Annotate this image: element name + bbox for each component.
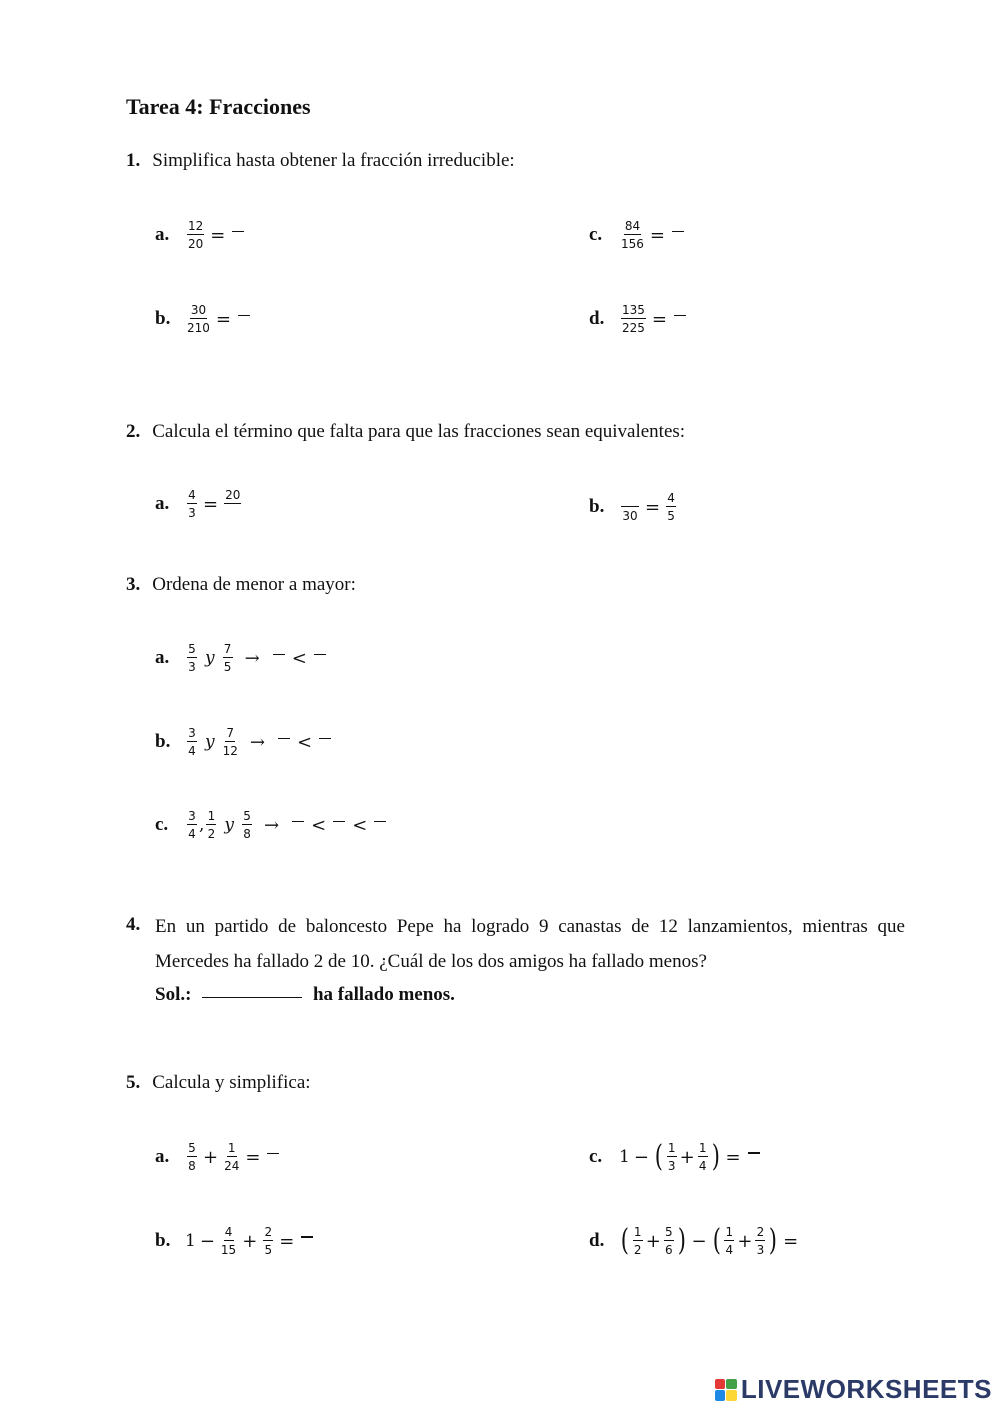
answer-blank[interactable]: [319, 738, 331, 739]
denominator: 30: [622, 509, 638, 523]
liveworksheets-icon: [715, 1379, 737, 1401]
denominator: 4: [725, 1243, 734, 1257]
item-label: b.: [155, 1230, 171, 1251]
item-label: b.: [589, 496, 605, 517]
answer-blank[interactable]: [238, 315, 250, 316]
fraction: [621, 220, 644, 250]
item-label: a.: [155, 1146, 170, 1167]
integer: 1: [619, 1147, 630, 1167]
q1-item-b: [155, 304, 253, 334]
numerator: 1: [698, 1141, 707, 1155]
open-paren: (: [712, 1223, 721, 1258]
open-paren: (: [654, 1139, 663, 1174]
numerator: 4: [224, 1225, 233, 1239]
expression: [185, 810, 389, 840]
denominator: 4: [188, 827, 196, 841]
q3-item-c: [155, 810, 389, 840]
numerator: 20: [225, 488, 241, 502]
numerator-blank[interactable]: [621, 492, 639, 507]
expression: [619, 304, 689, 334]
numerator: 5: [188, 1141, 196, 1155]
open-paren: (: [620, 1223, 629, 1258]
denominator: 225: [622, 321, 645, 335]
equals-sign: =: [725, 1146, 741, 1168]
item-label: d.: [589, 1230, 605, 1251]
numerator: 7: [226, 726, 235, 740]
question-3: [126, 574, 356, 596]
question-number: 4.: [126, 914, 141, 935]
denominator: 5: [667, 509, 675, 523]
item-label: b.: [155, 731, 171, 752]
numerator: 12: [188, 219, 204, 233]
expression: [185, 643, 329, 673]
fraction: [223, 643, 233, 673]
expression: [185, 727, 334, 757]
fraction: [187, 643, 197, 673]
q3-item-b: [155, 727, 334, 757]
question-text: Simplifica hasta obtener la fracción irreducible:: [152, 150, 515, 171]
less-than-sign: <: [311, 814, 327, 836]
equals-sign: =: [245, 1146, 261, 1168]
answer-blank[interactable]: [374, 821, 386, 822]
fraction: [664, 1226, 674, 1256]
plus-sign: +: [645, 1230, 661, 1252]
logo-square-blue: [715, 1390, 726, 1401]
equals-sign: =: [649, 224, 665, 246]
numerator: 5: [188, 642, 196, 656]
denominator: 8: [243, 827, 251, 841]
denominator: 3: [667, 1159, 676, 1173]
close-paren: ): [711, 1139, 720, 1174]
denominator: 156: [621, 237, 644, 251]
fraction: [666, 492, 676, 522]
item-label: a.: [155, 224, 170, 245]
question-number: 2.: [126, 421, 141, 442]
answer-blank[interactable]: [232, 231, 244, 232]
q5-item-c: [589, 1139, 763, 1174]
plus-sign: +: [737, 1230, 753, 1252]
q5-item-d: [589, 1223, 802, 1258]
close-paren: ): [769, 1223, 778, 1258]
denominator: 5: [223, 660, 232, 674]
answer-blank[interactable]: [748, 1152, 760, 1154]
logo-square-red: [715, 1379, 726, 1390]
numerator: 1: [633, 1225, 642, 1239]
denominator: 24: [224, 1159, 240, 1173]
answer-blank[interactable]: [273, 654, 285, 655]
denominator: 3: [188, 660, 196, 674]
item-label: c.: [589, 224, 603, 245]
fraction: [221, 1226, 236, 1256]
conjunction: y: [205, 732, 215, 752]
fraction: [187, 727, 197, 757]
equals-sign: =: [651, 308, 667, 330]
numerator: 1: [207, 809, 216, 823]
liveworksheets-logo[interactable]: [715, 1374, 992, 1405]
q5-item-b: [155, 1226, 316, 1256]
item-label: b.: [155, 308, 171, 329]
conjunction: y: [205, 648, 215, 668]
expression: [619, 1139, 763, 1174]
q1-item-d: [589, 304, 689, 334]
expression: [619, 220, 687, 250]
answer-blank[interactable]: [314, 654, 326, 655]
logo-square-yellow: [726, 1390, 737, 1401]
numerator: 3: [188, 726, 196, 740]
fraction: [187, 810, 197, 840]
numerator: 4: [188, 488, 196, 502]
denominator: 3: [756, 1243, 765, 1257]
numerator: 1: [667, 1141, 676, 1155]
answer-blank[interactable]: [301, 1236, 313, 1238]
question-text: Calcula y simplifica:: [152, 1072, 311, 1093]
q5-item-a: [155, 1142, 282, 1172]
denominator-blank[interactable]: [225, 504, 241, 519]
denominator: 6: [664, 1243, 673, 1257]
question-number: 5.: [126, 1072, 141, 1093]
equals-sign: =: [203, 493, 219, 515]
conjunction: y: [224, 815, 235, 835]
numerator: 7: [223, 642, 232, 656]
integer: 1: [185, 1231, 196, 1251]
denominator: 4: [698, 1159, 707, 1173]
expression: [185, 304, 253, 334]
item-label: c.: [589, 1146, 603, 1167]
denominator: 8: [188, 1159, 196, 1173]
denominator: 210: [187, 321, 210, 335]
fraction: [187, 304, 210, 334]
fraction: [724, 1226, 734, 1256]
answer-blank[interactable]: [672, 231, 684, 232]
equals-sign: =: [645, 496, 661, 518]
numerator: 2: [756, 1225, 765, 1239]
denominator: 15: [220, 1243, 237, 1257]
fraction: [187, 1142, 197, 1172]
fraction: [187, 220, 204, 250]
answer-blank[interactable]: [278, 738, 290, 739]
q2-item-a: [155, 489, 243, 519]
equals-sign: =: [783, 1230, 799, 1252]
solution-label: Sol.:: [155, 984, 192, 1005]
fraction: [633, 1226, 643, 1256]
comma: ,: [199, 815, 205, 835]
numerator: 2: [264, 1225, 273, 1239]
numerator: 5: [664, 1225, 673, 1239]
solution-suffix: ha fallado menos.: [312, 984, 455, 1005]
answer-blank[interactable]: [267, 1153, 279, 1154]
numerator: 5: [243, 809, 251, 823]
answer-blank[interactable]: [292, 821, 304, 822]
fraction: [621, 492, 639, 522]
numerator: 3: [188, 809, 196, 823]
equals-sign: =: [279, 1230, 295, 1252]
less-than-sign: <: [352, 814, 368, 836]
answer-blank[interactable]: [202, 997, 302, 998]
minus-sign: −: [633, 1146, 649, 1168]
fraction: [755, 1226, 765, 1256]
minus-sign: −: [199, 1230, 215, 1252]
logo-square-green: [726, 1379, 737, 1390]
less-than-sign: <: [296, 731, 313, 753]
numerator: 1: [227, 1141, 236, 1155]
fraction: [667, 1142, 677, 1172]
plus-sign: +: [242, 1230, 258, 1252]
fraction: [224, 489, 241, 519]
solution-line: [155, 984, 455, 1006]
numerator: 135: [622, 303, 645, 317]
fraction: [206, 810, 216, 840]
equals-sign: =: [215, 308, 231, 330]
q1-item-a: [155, 220, 247, 250]
question-text: Calcula el término que falta para que las fracciones sean equivalentes:: [152, 421, 686, 442]
q2-item-b: [589, 492, 678, 522]
denominator: 4: [188, 744, 196, 758]
numerator: 4: [667, 491, 675, 505]
expression: [185, 1226, 316, 1256]
expression: [619, 1223, 802, 1258]
close-paren: ): [677, 1223, 686, 1258]
arrow-icon: →: [244, 647, 260, 669]
expression: [185, 489, 243, 519]
plus-sign: +: [203, 1146, 219, 1168]
expression: [619, 492, 678, 522]
question-number: 3.: [126, 574, 141, 595]
denominator: 2: [633, 1243, 642, 1257]
question-5: [126, 1072, 311, 1094]
fraction: [698, 1142, 708, 1172]
expression: [185, 220, 247, 250]
numerator: 1: [725, 1225, 734, 1239]
question-text: En un partido de baloncesto Pepe ha logrado 9 canastas de 12 lanzamientos, mientras que Mercedes ha fallado 2 de 10. ¿Cuál de los dos amigos ha fallado menos?: [155, 916, 905, 972]
fraction: [224, 1142, 239, 1172]
answer-blank[interactable]: [674, 315, 686, 316]
item-label: a.: [155, 493, 170, 514]
question-2: [126, 421, 685, 443]
denominator: 5: [264, 1243, 273, 1257]
question-number: 1.: [126, 150, 141, 171]
item-label: d.: [589, 308, 605, 329]
plus-sign: +: [679, 1146, 695, 1168]
question-1: [126, 150, 515, 172]
question-text: Ordena de menor a mayor:: [152, 574, 356, 595]
fraction: [187, 489, 197, 519]
denominator: 20: [188, 237, 204, 251]
fraction: [223, 727, 238, 757]
fraction: [242, 810, 252, 840]
expression: [185, 1142, 282, 1172]
numerator: 84: [624, 219, 641, 233]
q3-item-a: [155, 643, 329, 673]
arrow-icon: →: [264, 814, 280, 836]
item-label: a.: [155, 647, 170, 668]
denominator: 12: [222, 744, 238, 758]
denominator: 3: [188, 506, 196, 520]
denominator: 2: [207, 827, 216, 841]
minus-sign: −: [691, 1230, 707, 1252]
equals-sign: =: [210, 224, 226, 246]
less-than-sign: <: [291, 647, 307, 669]
fraction: [263, 1226, 273, 1256]
brand-name: LIVEWORKSHEETS: [740, 1374, 992, 1404]
fraction: [621, 304, 646, 334]
arrow-icon: →: [249, 731, 265, 753]
q1-item-c: [589, 220, 687, 250]
numerator: 30: [190, 303, 207, 317]
answer-blank[interactable]: [333, 821, 345, 822]
item-label: c.: [155, 814, 169, 835]
page-title: Tarea 4: Fracciones: [126, 94, 311, 119]
